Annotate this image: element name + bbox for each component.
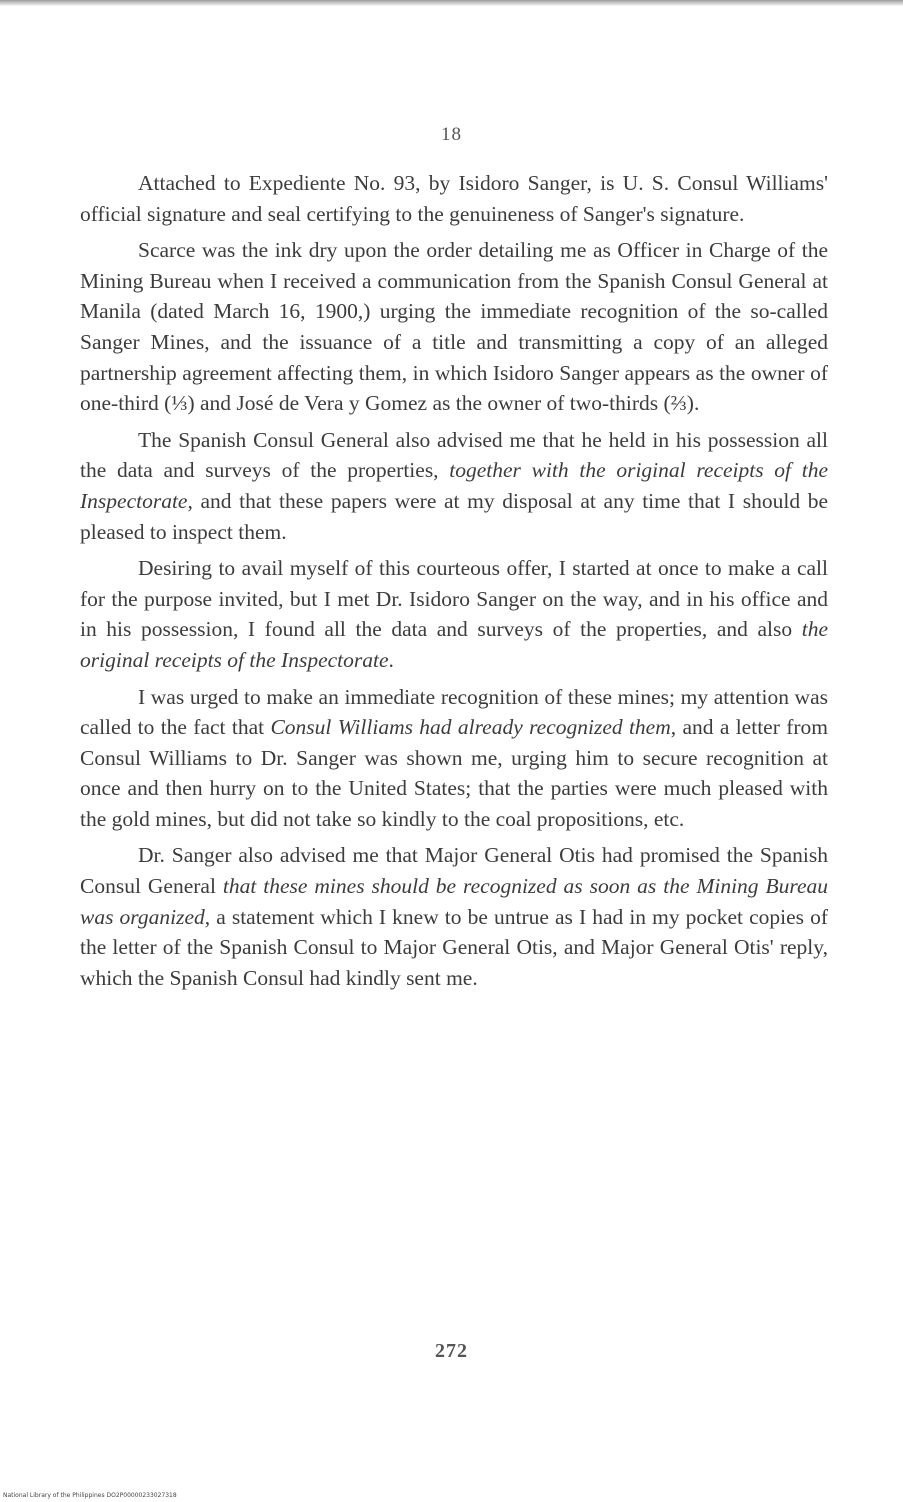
- paragraph-4-italic: the original receipts of the Inspectorate: [80, 617, 828, 672]
- paragraph-3-italic: together with the original receipts of the Inspectorate: [80, 458, 828, 513]
- paragraph-5-text-b: , and a letter from Consul Williams to Dr. Sanger was shown me, urging him to secure recognition at once and then hurry on to the United States; that the parties were much pleased with the gold mines, but did not take so kindly to the coal propositions, etc.: [80, 715, 828, 831]
- paragraph-4-text-b: .: [388, 647, 394, 672]
- paragraph-5-text-a: I was urged to make an immediate recognition of these mines; my attention was called to the fact that: [80, 684, 828, 740]
- paragraph-5-italic: Consul Williams had already recognized them: [270, 715, 671, 740]
- footer-credit: National Library of the Philippines DO2P00000233027318: [3, 1492, 177, 1499]
- paragraph-1: [80, 168, 828, 229]
- paragraph-6-text-b: , a statement which I knew to be untrue as I had in my pocket copies of the letter of the Spanish Consul to Major General Otis, and Major General Otis' reply, which the Spanish Consul had kindly sent me.: [80, 904, 828, 990]
- paragraph-4: [80, 553, 828, 675]
- paragraph-3-text-a: The Spanish Consul General also advised me that he held in his possession all the data and surveys of the properties,: [80, 427, 828, 483]
- paragraph-6: [80, 840, 828, 993]
- paragraph-5: [80, 682, 828, 835]
- paragraph-2: [80, 235, 828, 419]
- page-number-top: 18: [441, 124, 462, 145]
- paragraph-6-italic: that these mines should be recognized as soon as the Mining Bureau was organized: [80, 874, 829, 929]
- paragraph-4-text-a: Desiring to avail myself of this courteous offer, I started at once to make a call for the purpose invited, but I met Dr. Isidoro Sanger on the way, and in his office and in his possession, I found all the data and surveys of the properties, and also: [80, 556, 828, 642]
- paragraph-1-text: Attached to Expediente No. 93, by Isidoro Sanger, is U. S. Consul Williams' official signature and seal certifying to the genuineness of Sanger's signature.: [80, 171, 828, 226]
- page-number-bottom: 272: [435, 1340, 468, 1362]
- paragraph-6-text-a: Dr. Sanger also advised me that Major General Otis had promised the Spanish Consul General: [80, 843, 828, 899]
- body-text: [80, 168, 828, 999]
- paragraph-2-text: Scarce was the ink dry upon the order detailing me as Officer in Charge of the Mining Bureau when I received a communication from the Spanish Consul General at Manila (dated March 16, 1900,) urging the immediate recognition of the so-called Sanger Mines, and the issuance of a title and transmitting a copy of an alleged partnership agreement affecting them, in which Isidoro Sanger appears as the owner of one-third (⅓) and José de Vera y Gomez as the owner of two-thirds (⅔).: [80, 238, 828, 416]
- paragraph-3-text-b: , and that these papers were at my disposal at any time that I should be pleased to inspect them.: [80, 488, 828, 544]
- paragraph-3: [80, 425, 828, 547]
